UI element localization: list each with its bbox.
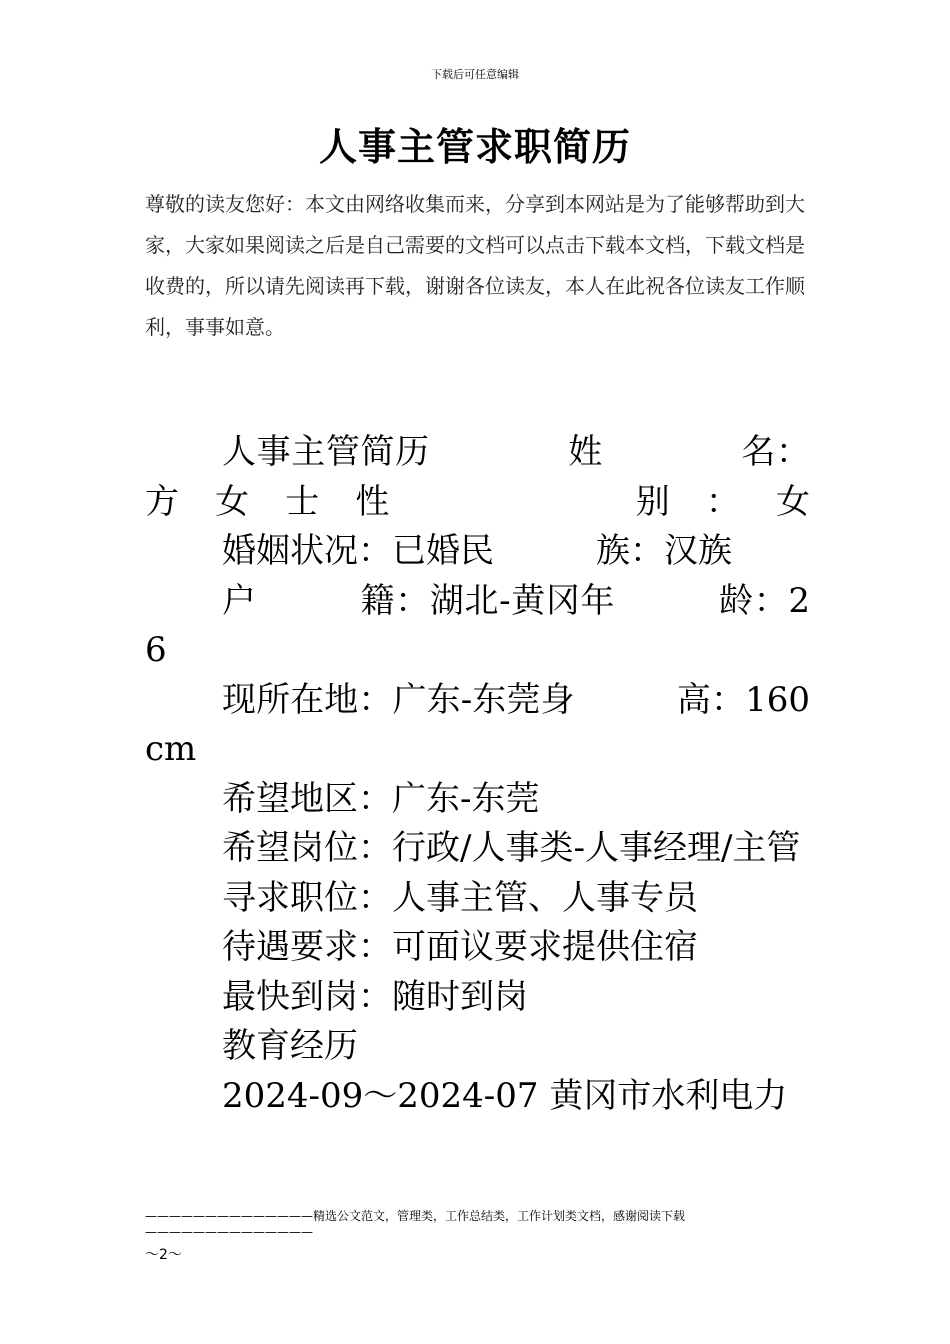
resume-line-marital-ethnicity: 婚姻状况：已婚民 族：汉族 [222, 531, 732, 571]
document-title: 人事主管求职简历 [318, 124, 631, 169]
resume-line-salary: 待遇要求：可面议要求提供住宿 [222, 927, 698, 967]
education-entry: 2024-09～2024-07 黄冈市水利电力 [222, 1075, 788, 1116]
resume-line-target-job: 寻求职位：人事主管、人事专员 [222, 877, 698, 918]
footer-text: ——————————————精选公文范文，管理类，工作总结类，工作计划类文档，感谢阅读下载—————————————— [145, 1209, 686, 1239]
download-notice: 尊敬的读友您好：本文由网络收集而来，分享到本网站是为了能够帮助到大家，大家如果阅读之后是自己需要的文档可以点击下载本文档，下载文档是收费的，所以请先阅读再下载，谢谢各位读友，本人在此祝各位读友工作顺利，事事如意。 [145, 192, 805, 339]
resume-line-preferred-position: 希望岗位：行政/人事类-人事经理/主管 [222, 828, 801, 868]
resume-line-name-gender: 人事主管简历 姓 名：方女士性 别：女 [145, 432, 810, 522]
resume-line-preferred-region: 希望地区：广东-东莞 [222, 778, 540, 819]
page-number: ～2～ [145, 1247, 182, 1263]
resume-line-hometown-age: 户 籍：湖北-黄冈年 龄：26 [145, 580, 810, 670]
header-note: 下载后可任意编辑 [431, 68, 519, 81]
resume-line-availability: 最快到岗：随时到岗 [222, 976, 528, 1017]
resume-line-location-height: 现所在地：广东-东莞身 高：160cm [145, 679, 810, 769]
education-heading: 教育经历 [222, 1026, 358, 1066]
resume-body [145, 428, 810, 1121]
